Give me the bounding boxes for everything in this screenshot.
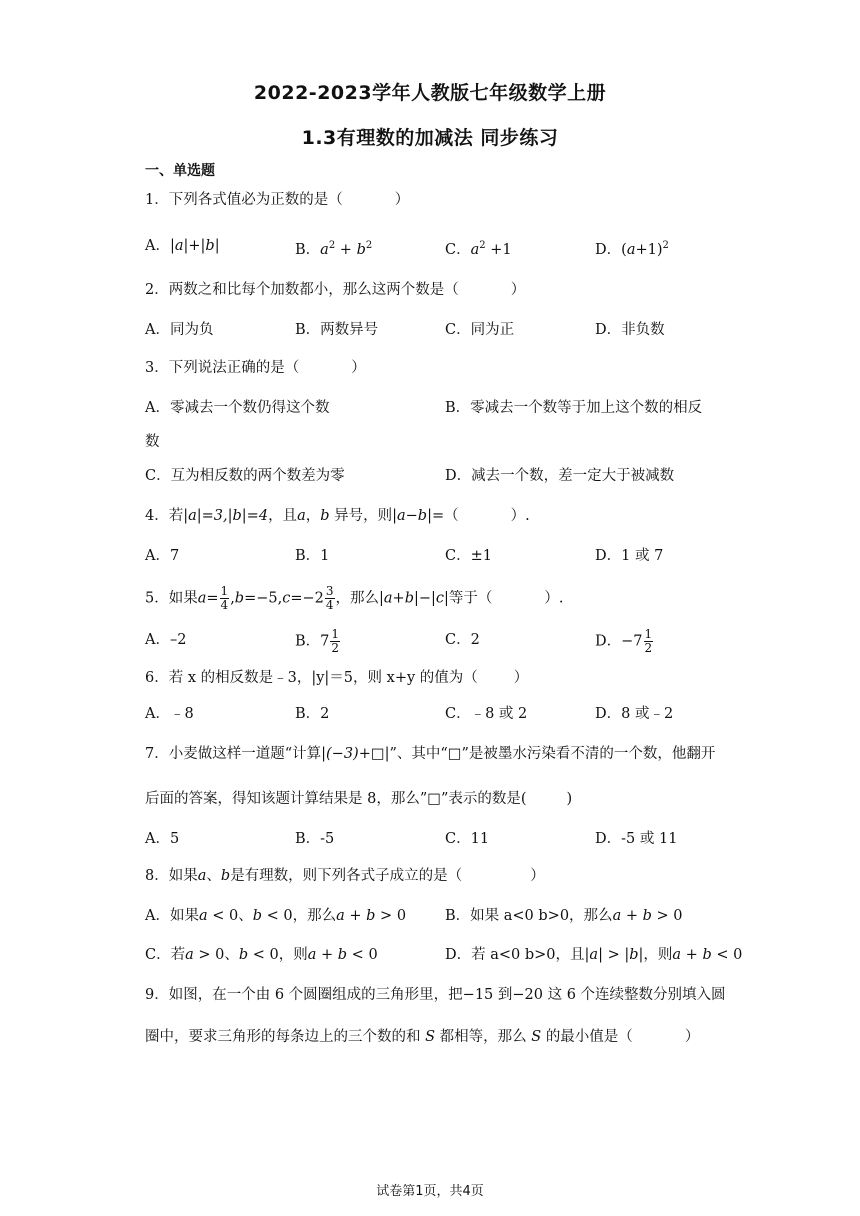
question-8-option-c: C．若a > 0、b < 0，则a + b < 0 [145,947,378,963]
document-title: 2022-2023学年人教版七年级数学上册 [253,82,607,104]
question-5-option-c: C．2 [445,632,480,648]
question-5-option-d: D．−7 $\frac{1}{2}$ [595,627,653,655]
question-4-stem: 4．若|a|=3,|b|=4，且a，b 异号，则|a−b|=（ ）. [145,508,530,524]
question-1-option-c: C．$a^2 +1$ [445,240,512,258]
question-1-option-a: A．|a|+|b| [145,238,220,254]
question-7-option-a: A．5 [145,831,180,847]
question-7-option-c: C．11 [445,831,490,847]
question-2-option-c: C．同为正 [445,322,515,338]
question-7-option-d: D．-5 或 11 [595,831,678,847]
question-3-option-c: C．互为相反数的两个数差为零 [145,468,345,484]
question-2-option-b: B．两数异号 [295,322,379,338]
question-5-option-a: A．–2 [145,632,187,648]
question-5-stem: 5．如果a= $\frac{1}{4}$ ,b=−5,c=−2 $\frac{3}{4}$ ，那么|a+b|−|c|等于（ ）. [145,584,564,612]
question-2-stem: 2．两数之和比每个加数都小，那么这两个数是（ ） [145,282,526,298]
question-3-stem: 3．下列说法正确的是（ ） [145,360,366,376]
question-4-option-a: A．7 [145,548,180,564]
question-3-option-a: A．零减去一个数仍得这个数 [145,400,330,416]
question-3-option-b: B．零减去一个数等于加上这个数的相反 [445,400,703,416]
question-8-option-b: B．如果 a<0 b>0，那么a + b > 0 [445,908,683,924]
question-1-stem: 1．下列各式值必为正数的是（ ） [145,192,410,208]
question-6-option-d: D．8 或﹣2 [595,706,674,722]
question-5-option-b: B．7 $\frac{1}{2}$ [295,627,340,655]
question-2-option-a: A．同为负 [145,322,214,338]
page-footer: 试卷第1页，共4页 [376,1184,484,1199]
question-3-option-b-continued: 数 [145,434,160,450]
question-6-option-b: B．2 [295,706,330,722]
question-4-option-c: C．±1 [445,548,492,564]
question-6-stem: 6．若 x 的相反数是﹣3，|y|＝5，则 x+y 的值为（ ） [145,670,529,686]
question-8-option-a: A．如果a < 0、b < 0，那么a + b > 0 [145,908,407,924]
question-8-stem: 8．如果a、b是有理数，则下列各式子成立的是（ ） [145,868,545,884]
section-heading: 一、单选题 [145,163,215,179]
question-2-option-d: D．非负数 [595,322,665,338]
question-8-option-d: D．若 a<0 b>0，且|a| > |b|，则a + b < 0 [445,947,743,963]
question-1-option-d: D．$(a+1)^2$ [595,240,669,258]
question-4-option-d: D．1 或 7 [595,548,664,564]
question-4-option-b: B．1 [295,548,330,564]
question-7-stem: 7．小麦做这样一道题“计算|(−3)+□|”、其中“□”是被墨水污染看不清的一个数，他翻开 [145,746,716,762]
document-subtitle: 1.3有理数的加减法 同步练习 [301,127,559,149]
math-abs-a-plus-abs-b: |a|+|b| [169,238,220,254]
question-9-stem-line-2: 圈中，要求三角形的每条边上的三个数的和 S 都相等，那么 S 的最小值是（ ） [145,1029,700,1045]
question-7-option-b: B．-5 [295,831,335,847]
question-9-stem: 9．如图，在一个由 6 个圆圈组成的三角形里，把−15 到−20 这 6 个连续整数分别填入圆 [145,987,726,1003]
question-6-option-c: C．﹣8 或 2 [445,706,528,722]
question-1-option-b: B．$a^2 + b^2$ [295,240,373,258]
question-7-stem-line-2: 后面的答案，得知该题计算结果是 8，那么”□”表示的数是( ) [145,791,573,807]
question-6-option-a: A．﹣8 [145,706,194,722]
question-3-option-d: D．减去一个数，差一定大于被减数 [445,468,675,484]
